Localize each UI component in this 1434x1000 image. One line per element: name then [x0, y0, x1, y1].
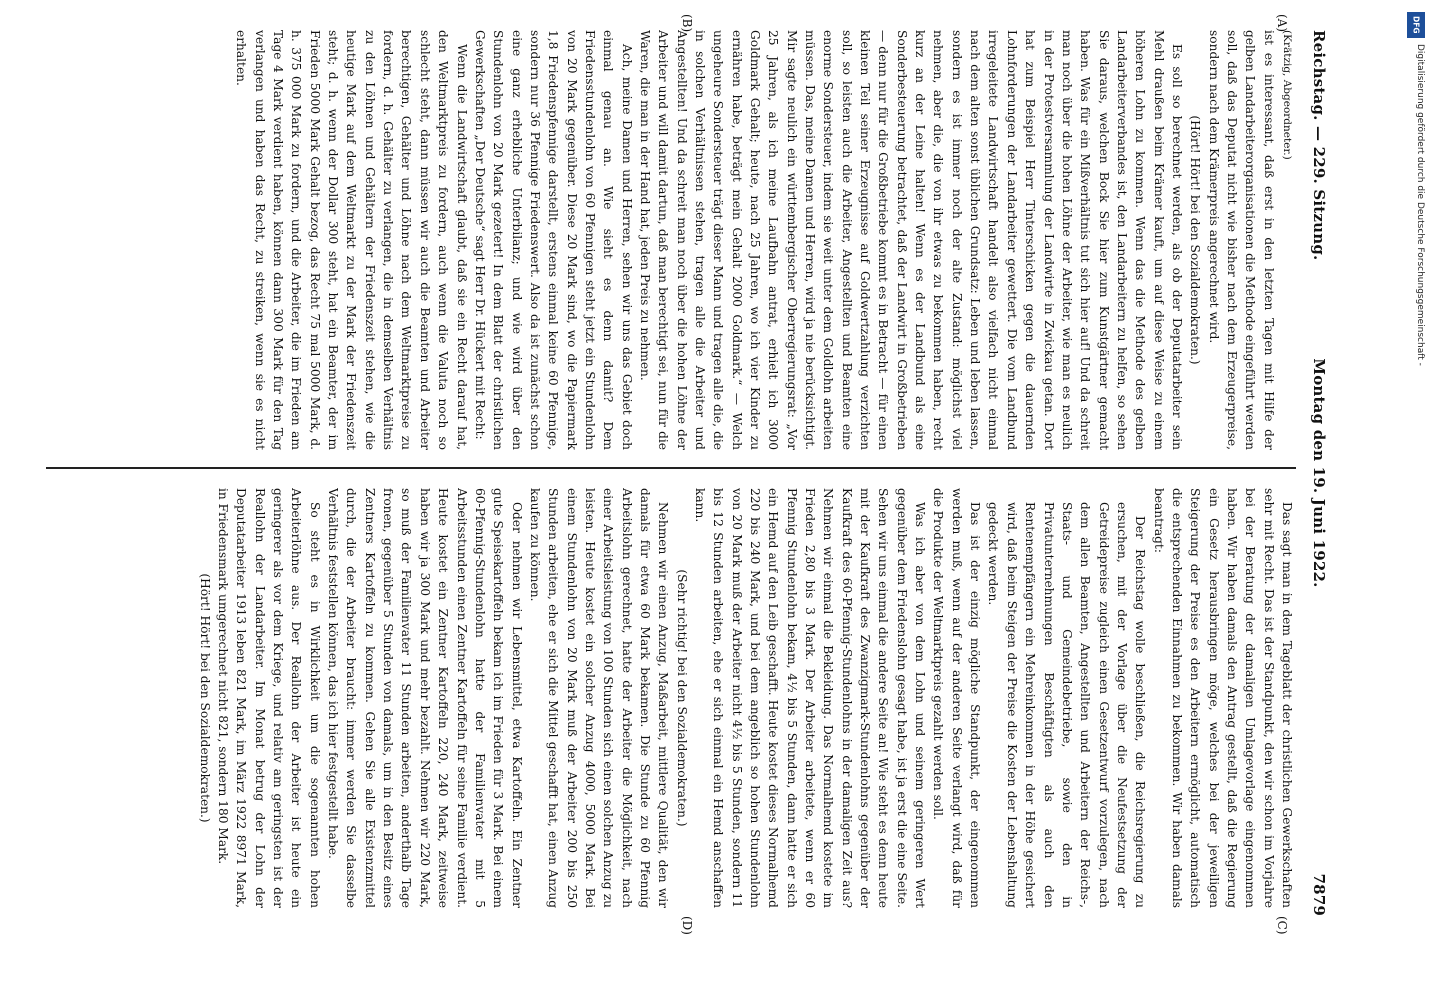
speaker-line: (Krätzig, Abgeordneter.) [1281, 30, 1293, 160]
running-header [1304, 30, 1330, 916]
paragraph: Oder nehmen wir Lebensmittel, etwa Kartoffeln. Ein Zentner gute Speisekartoffeln bekam ich im Frieden für 3 Mark. Bei einem 60-Pfennig-Stundenlohn hatte der Familienvater mit 5 Arbeitsstunden einen Zentner Kartoffeln für seine Familie verdient. Heute kostet ein Zentner Kartoffeln 220, 240 Mark, zeitweise haben wir ja 300 Mark und mehr bezahlt. Nehmen wir 220 Mark, so muß der Familienvater 11 Stunden arbeiten, anderthalb Tage fronen, gegenüber 5 Stunden von damals, um in den Besitz eines Zentners Kartoffeln zu kommen. Gehen Sie alle Existenzmittel durch, die der Arbeiter braucht: immer werden Sie dasselbe Verhältnis feststellen können, das ich hier festgestellt habe. [326, 488, 524, 908]
paragraph: ist es interessant, daß erst in den letzten Tagen mit Hilfe der gelben Landarbeiterorganisationen die Methode eingeführt werden soll, daß das Deputat nicht wie bisher nach dem Erzeugerpreise, sondern nach dem Krämerpreis angerechnet wird. [1206, 30, 1276, 450]
margin-marker-a: (A) [1275, 14, 1289, 33]
header-date: Montag den 19. Juni 1922. [1310, 358, 1328, 588]
header-session: Reichstag. — 229. Sitzung. [1310, 30, 1328, 261]
paragraph: So steht es in Wirklichkeit um die sogenannten hohen Arbeiterlöhne aus. Der Reallohn der Arbeiter ist heute ein geringerer als vor dem Kriege, und relativ am geringsten ist der Reallohn der Landarbeiter. Im Monat betrug der Lohn der Deputatarbeiter 1913 leben 821 Mark, im März 1922 8971 Mark, in Friedensmark umgerechnet nicht 821, sondern 180 Mark. [216, 488, 322, 908]
page-number: 7879 [1310, 873, 1328, 916]
interjection: (Hört! Hört! bei den Sozialdemokraten.) [197, 573, 212, 823]
interjection: (Hört! Hört! bei den Sozialdemokraten.) [1188, 115, 1203, 365]
column-divider [46, 467, 1296, 469]
page-frame [34, 30, 1330, 916]
paragraph: Ach, meine Damen und Herren, sehen wir uns das Gebiet doch einmal genau an. Wie sieht es denn damit? Dem Friedensstundenlohn von 60 Pfennigen steht jetzt ein Stundenlohn von 20 Mark gegenüber. Diese 20 Mark sind, wo die Papiermark 1,8 Friedenspfennige darstellt, erstens einmal keine 60 Pfennige, sondern nur 36 Pfennige Friedenswert. Also da ist zunächst schon eine ganz erhebliche Unterbilanz; und wie wird über den Stundenlohn von 20 Mark gezetert! In dem Blatt der christlichen Gewerkschaften „Der Deutsche“ sagt Herr Dr. Hückert mit Recht: [472, 30, 634, 450]
paragraph: Nehmen wir einen Anzug, Maßarbeit, mittlere Qualität, den wir damals für etwa 60 Mark bekamen. Die Stunde zu 60 Pfennig Arbeitslohn gerechnet, hatte der Arbeiter die Möglichkeit, nach einer Arbeitsleistung von 100 Stunden sich einen solchen Anzug zu leisten. Heute kostet ein solcher Anzug 4000, 5000 Mark. Bei einem Stundenlohn von 20 Mark muß der Arbeiter 200 bis 250 Stunden arbeiten, ehe er sich die Mittel geschafft hat, einen Anzug kaufen zu können. [527, 488, 671, 908]
margin-marker-d: (D) [680, 916, 694, 935]
paragraph: Was ich aber von dem Lohn und seinem geringeren Wert gegenüber dem Friedenslohn gesagt habe, ist ja erst die eine Seite. Sehen wir uns einmal die andere Seite an! Wie steht es denn heute mit der Kaufkraft des Zwanzigmark-Stundenlohns gegenüber der Kaufkraft des 60-Pfennig-Stundenlohns in der damaligen Zeit aus? Nehmen wir einmal die Bekleidung. Das Normalhemd kostete im Frieden 2,80 bis 3 Mark. Der Arbeiter arbeitete, wenn er 60 Pfennig Stundenlohn bekam, 4½ bis 5 Stunden, dann hatte er sich ein Hemd auf den Leib geschafft. Heute kostet dieses Normalhemd 220 bis 240 Mark, und bei dem angeblich so hohen Stundenlohn von 20 Mark muß der Arbeiter nicht 4½ bis 5 Stunden, sondern 11 bis 12 Stunden arbeiten, ehe er sich einmal ein Hemd anschaffen kann. [693, 488, 928, 908]
paragraph: Das ist der einzig mögliche Standpunkt, der eingenommen werden muß, wenn auf der anderen Seite verlangt wird, daß für die Produkte der Weltmarktpreis gezahlt werden soll. [931, 488, 983, 908]
credit-text: Digitalisierung gefördert durch die Deutsche Forschungsgemeinschaft - [1415, 44, 1425, 366]
left-column [46, 30, 1296, 450]
margin-marker-b: (B) [680, 14, 694, 33]
quotation: Wenn die Landwirtschaft glaubt, daß sie ein Recht darauf hat, den Weltmarktpreis zu fordern, auch wenn die Valuta noch so schlecht steht, dann müssen wir auch die Beamten und Arbeiter berechtigen, Gehälter und Löhne nach dem Weltmarktpreise zu fordern, d. h. Gehälter zu verlangen, die in demselben Verhältnis zu den Löhnen und Gehältern der Friedenszeit stehen, wie die heutige Mark auf dem Weltmarkt zu der Mark der Friedenszeit steht; d. h. wenn der Dollar 300 steht, hat ein Beamter, der im Frieden 5000 Mark Gehalt bezog, das Recht 75 mal 5000 Mark, d. h. 375 000 Mark zu fordern, und die Arbeiter, die im Frieden am Tage 4 Mark verdient haben, können dann 300 Mark für den Tag verlangen und haben das Recht, zu streiken, wenn sie es nicht erhalten. [234, 30, 469, 450]
paragraph: Es soll so berechnet werden, als ob der Deputatarbeiter sein Mehl draußen beim Krämer kauft, um auf diese Weise zu einem höheren Lohn zu kommen. Wenn das die Methode des gelben Landarbeiterverbandes ist, den Landarbeitern zu helfen, so sehen Sie daraus, welchen Bock Sie hier zum Kunstgärtner gemacht haben. Was für ein Mißverhältnis tut sich hier auf! Und da schreit man noch über die hohen Löhne der Arbeiter, wie man es neulich in der Protestversammlung der Landwirte in Zwickau getan. Dort hat zum Beispiel Herr Tinterschicken gegen die dauernden Lohnforderungen der Landarbeiter gewettert. Die vom Landbund irregeleitete Landwirtschaft handelt also vielfach nicht einmal nach dem alten sonst üblichen Grundsatz: Leben und leben lassen, sondern es ist immer noch der alte Zustand: möglichst viel nehmen, aber die, die von ihr etwas zu bekommen haben, recht kurz an der Leine halten! Wenn es der Landbund als eine Sonderbesteuerung betrachtet, daß der Landwirt in Großbetrieben — denn nur für die Großbetriebe kommt es in Betracht — für einen kleinen Teil seiner Erzeugnisse auf Goldwertzahlung verzichten soll, so leisten auch die Arbeiter, Angestellten und Beamten eine enorme Sondersteuer, indem sie weit unter dem Goldlohn arbeiten müssen. Das, meine Damen und Herren, wird ja nie berücksichtigt. Mir sagte neulich ein württembergischer Oberregierungsrat: „Vor 25 Jahren, als ich meine Laufbahn antrat, erhielt ich 3000 Goldmark Gehalt; heute, nach 25 Jahren, wo ich vier Kinder zu ernähren habe, beträgt mein Gehalt 2000 Goldmark.“ — Welch ungeheure Sondersteuer trägt dieser Mann und tragen alle die, die in solchen Verhältnissen stehen, tragen alle die Arbeiter und Angestellten! Und da schreit man noch über die hohen Löhne der Arbeiter und will damit dartun, daß man berechtigt sei, nun für die Waren, die man in der Hand hat, jeden Preis zu nehmen. [637, 30, 1184, 450]
dfg-logo: DFG [1407, 12, 1425, 38]
interjection: (Sehr richtig! bei den Sozialdemokraten.) [674, 569, 689, 827]
margin-marker-c: (C) [1275, 916, 1289, 935]
right-column [46, 488, 1296, 908]
motion-text: Der Reichstag wolle beschließen, die Reichsregierung zu ersuchen, mit der Vorlage über die Neufestsetzung der Getreidepreise zugleich einen Gesetzentwurf vorzulegen, nach dem allen Beamten, Angestellten und Arbeitern der Reichs-, Staats- und Gemeindebetriebe, sowie den in Privatunternehmungen Beschäftigten als auch den Rentenempfängern ein Mehreinkommen in der Höhe gesichert wird, daß beim Steigen der Preise die Kosten der Lebenshaltung gedeckt werden. [986, 502, 1148, 908]
digitization-credit [1405, 10, 1431, 990]
paragraph: Das sagt man in dem Tageblatt der christlichen Gewerkschaften sehr mit Recht. Das ist der Standpunkt, den wir schon im Vorjahre bei der Beratung der damaligen Umlagevorlage eingenommen haben. Wir haben damals den Antrag gestellt, daß die Regierung ein Gesetz herausbringen möge, welches bei der jeweiligen Steigerung der Preise es den Arbeitern ermöglicht, automatisch die entsprechenden Einnahmen zu bekommen. Wir haben damals beantragt: [1151, 488, 1294, 908]
